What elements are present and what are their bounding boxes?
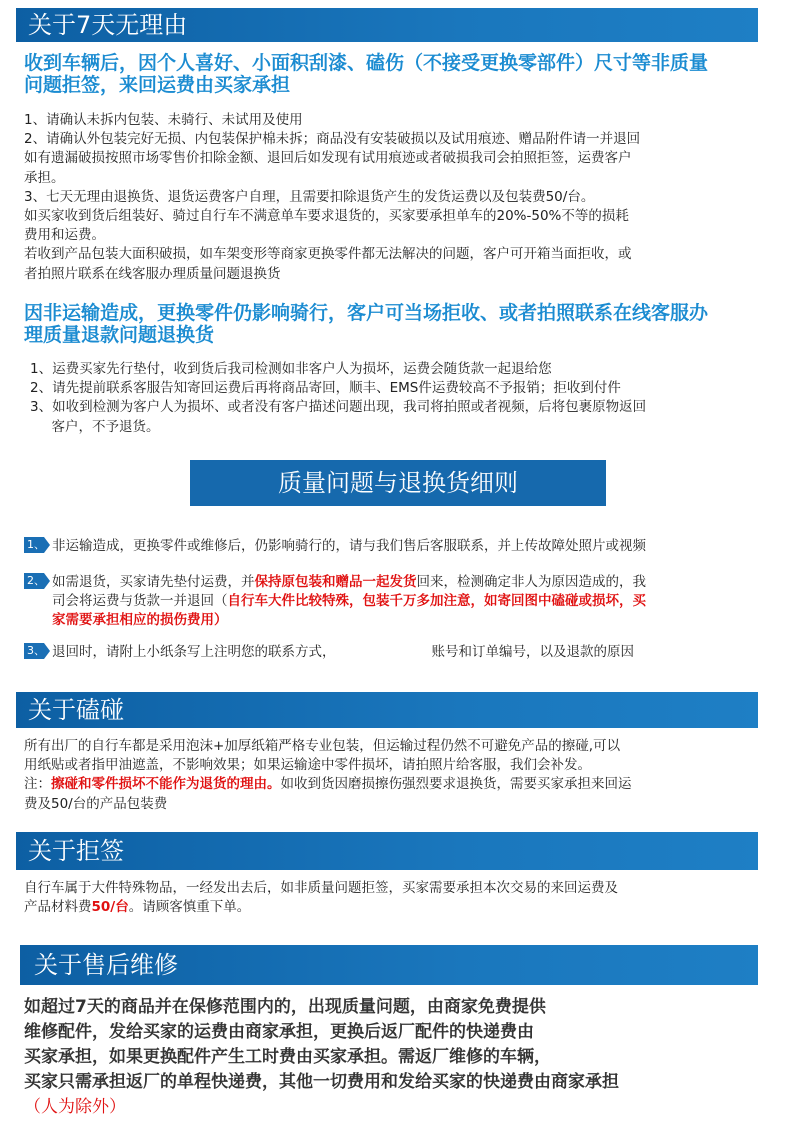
body-line: 者拍照片联系在线客服办理质量问题退换货 [24,265,281,282]
section-title-bump: 关于磕碰 [16,692,758,728]
body-line: 用纸贴或者指甲油遮盖，不影响效果；如果运输途中零件损坏，请拍照片给客服，我们会补发。 [24,757,591,774]
section4-body [24,995,764,1120]
section1-list [30,360,770,437]
rule-text: 如需退货，买家请先垫付运费，并 [52,574,255,590]
headline-line: 理质量退款问题退换货 [24,324,215,346]
rule-number: 2、 [24,573,44,589]
body-line: 费及50/台的产品包装费 [24,795,168,812]
section-title-7day: 关于7天无理由 [16,8,758,42]
rule-text: 非运输造成，更换零件或维修后，仍影响骑行的，请与我们售后客服联系，并上传故障处照片或视频 [52,538,646,554]
repair-note: （人为除外） [24,1097,126,1117]
body-line: 所有出厂的自行车都是采用泡沫+加厚纸箱严格专业包装，但运输过程仍然不可避免产品的擦碰,可以 [24,738,621,754]
rule-highlight: 保持原包装和赠品一起发货 [254,574,417,590]
section3-body [24,879,764,917]
list-item: 2、请先提前联系客服告知寄回运费后再将商品寄回，顺丰、EMS件运费较高不予报销；拒收到付件 [30,380,621,397]
list-item: 3、如收到检测为客户人为损坏、或者没有客户描述问题出现，我司将拍照或者视频，后将包裹原物返回 [30,399,647,416]
headline-line: 因非运输造成，更换零件仍影响骑行，客户可当场拒收、或者拍照联系在线客服办 [24,302,709,324]
headline-line: 问题拒签，来回运费由买家承担 [24,74,291,96]
body-line: 买家承担，如果更换配件产生工时费由买家承担。需返厂维修的车辆， [24,1047,551,1067]
body-line: 费用和运费。 [24,227,105,244]
body-text: 。请顾客慎重下单。 [128,899,251,916]
body-line: 1、请确认未拆内包装、未骑行、未试用及使用 [24,112,303,128]
list-item: 1、运费买家先行垫付，收到货后我司检测如非客户人为损坏，运费会随货款一起退给您 [30,361,552,377]
body-line: 如买家收到货后组装好、骑过自行车不满意单车要求退货的，买家要承担单车的20%-50%不等的损耗 [24,208,629,225]
section-title-repair: 关于售后维修 [20,945,758,985]
body-line: 如有遗漏破损按照市场零售价扣除金额、退回后如发现有试用痕迹或者破损我司会拍照拒签，运费客户 [24,150,632,167]
headline-line: 收到车辆后，因个人喜好、小面积刮漆、磕伤（不接受更换零部件）尺寸等非质量 [24,52,709,74]
rule-text: 退回时，请附上小纸条写上注明您的联系方式， [52,644,336,660]
section-title-refuse: 关于拒签 [16,832,758,870]
body-text: 产品材料费 [24,899,92,916]
rule-highlight: 自行车大件比较特殊，包装千万多加注意，如寄回图中磕碰或损坏，买 [227,593,646,609]
note-highlight: 擦碰和零件损坏不能作为退货的理由。 [51,776,281,793]
body-line: 2、请确认外包装完好无损、内包装保护棉未拆；商品没有安装破损以及试用痕迹、赠品附件请一并退回 [24,131,641,148]
body-line: 承担。 [24,169,65,186]
body-line: 3、七天无理由退换货、退货运费客户自理，且需要扣除退货产生的发货运费以及包装费50/台。 [24,188,595,205]
rule-text: 回来，检测确定非人为原因造成的，我 [416,574,646,590]
list-item: 客户，不予退货。 [30,418,160,435]
body-line: 如超过7天的商品并在保修范围内的，出现质量问题，由商家免费提供 [24,997,546,1017]
rule-highlight: 家需要承担相应的损伤费用） [52,612,228,628]
rule-text: 账号和订单编号，以及退款的原因 [431,644,634,660]
rule-number: 3、 [24,643,44,659]
body-line: 若收到产品包装大面积破损，如车架变形等商家更换零件都无法解决的问题，客户可开箱当面拒收，或 [24,246,632,263]
note-text: 如收到货因磨损擦伤强烈要求退换货，需要买家承担来回运 [280,776,632,793]
section1-headline [24,52,764,96]
note-prefix: 注： [24,776,51,793]
body-line: 自行车属于大件特殊物品，一经发出去后，如非质量问题拒签，买家需要承担本次交易的来回运费及 [24,880,618,896]
section1-body [24,111,764,284]
rule-text: 司会将运费与货款一并退回（ [52,593,228,609]
section1-headline2 [24,302,764,346]
price-highlight: 50/台 [91,899,129,916]
rules-title: 质量问题与退换货细则 [190,460,606,506]
rule-number: 1、 [24,537,44,553]
body-line: 维修配件，发给买家的运费由商家承担，更换后返厂配件的快递费由 [24,1022,534,1042]
body-line: 买家只需承担返厂的单程快递费，其他一切费用和发给买家的快递费由商家承担 [24,1072,619,1092]
section2-body [24,737,764,814]
